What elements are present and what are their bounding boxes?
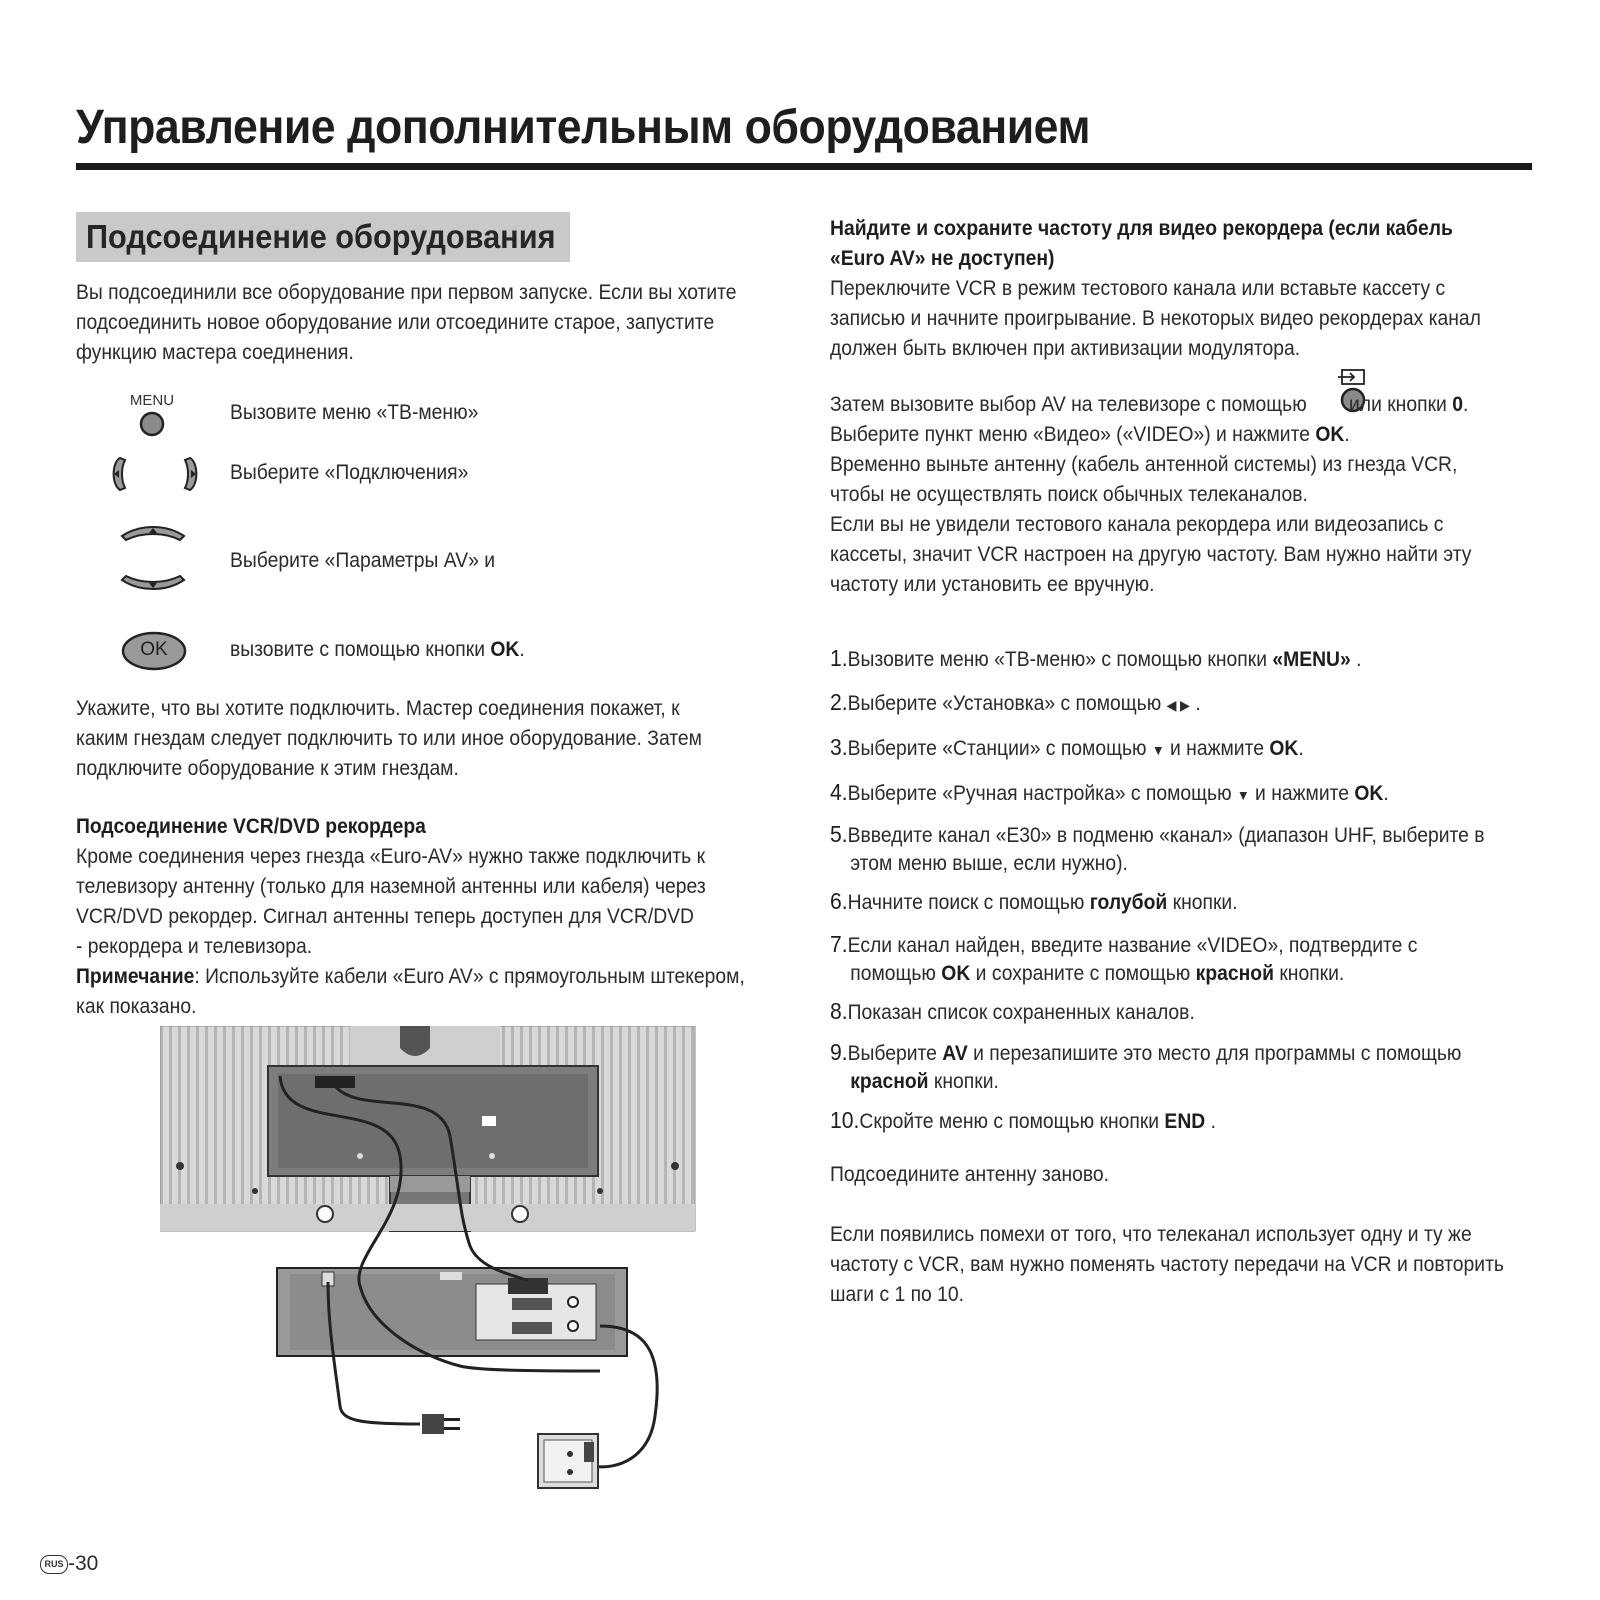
section-title: Подсоединение оборудования xyxy=(86,218,556,255)
paragraph-2: Укажите, что вы хотите подключить. Мастер соединения покажет, к каким гнездам следует подключить то или иное оборудование. Затем подключите оборудование к этим гнездам. xyxy=(76,697,702,780)
page-title: Управление дополнительным оборудованием xyxy=(76,101,1091,154)
intro-line: функцию мастера соединения. xyxy=(76,341,354,364)
left-right-buttons-icon xyxy=(108,456,208,497)
left-right-arrows-icon: ◀ ▶ xyxy=(1166,697,1190,713)
reconnect-note: Подсоедините антенну заново. xyxy=(830,1163,1110,1186)
list-item: 8.Показан список сохраненных каналов. xyxy=(830,998,1195,1024)
list-item: 3.Выберите «Станции» с помощью ▼ и нажмите OK. xyxy=(830,734,1304,760)
list-item: 7.Если канал найден, введите название «VIDEO», подтвердите с помощью OK и сохраните с помощью красной кнопки. xyxy=(830,931,1418,985)
menu-label: MENU xyxy=(129,392,175,409)
title-rule xyxy=(76,163,1532,170)
down-arrow-icon: ▼ xyxy=(1151,742,1165,758)
ok-label: OK xyxy=(140,639,168,660)
list-item: 10.Скройте меню с помощью кнопки END . xyxy=(830,1107,1216,1133)
menu-button-icon xyxy=(128,392,176,444)
intro-line: подсоединить новое оборудование или отсоедините старое, запустите xyxy=(76,311,715,334)
page-number: -30 xyxy=(68,1552,99,1575)
step-text: Выберите «Подключения» xyxy=(230,461,469,484)
list-item: 4.Выберите «Ручная настройка» с помощью ▼ и нажмите OK. xyxy=(830,779,1389,805)
list-item: 5.Ввведите канал «Е30» в подменю «канал» (диапазон UHF, выберите в этом меню выше, если нужно). xyxy=(830,821,1485,875)
vcr-heading: Подсоединение VCR/DVD рекордера xyxy=(76,815,426,838)
note-line: Примечание: Используйте кабели «Euro AV» с прямоугольным штекером, xyxy=(76,965,745,988)
intro-paragraph xyxy=(76,278,737,368)
vcr-section: Подсоединение VCR/DVD рекордера Кроме соединения через гнезда «Euro-AV» нужно также подключить к телевизору антенну (только для наземной антенны или кабеля) через VCR/DVD рекордер. Сигнал антенны теперь доступен для VCR/DVD - рекордера и телевизора. Примечание: Используйте кабели «Euro AV» с прямоугольным штекером, как показано. xyxy=(76,812,745,1022)
intro-line: Вы подсоединили все оборудование при первом запуске. Если вы хотите xyxy=(76,281,737,304)
list-item: 6.Начните поиск с помощью голубой кнопки. xyxy=(830,888,1238,914)
right-paragraph-1: Переключите VCR в режим тестового канала или вставьте кассету с записью и начните проигрывание. В некоторых видео рекордерах канал должен быть включен при активизации модулятора. xyxy=(830,277,1481,360)
step-text: Выберите «Параметры AV» и xyxy=(230,549,496,572)
connection-diagram xyxy=(160,1026,700,1511)
down-arrow-icon: ▼ xyxy=(1236,787,1250,803)
right-paragraph-2: Затем вызовите выбор AV на телевизоре с помощью или кнопки 0. Выберите пункт меню «Видео» («VIDEO») и нажмите OK. Временно выньте антенну (кабель антенной системы) из гнезда VCR, чтобы не осуществлять поиск обычных телеканалов. Если вы не увидели тестового канала рекордера или видеозапись с кассеты, значит VCR настроен на другую частоту. Вам нужно найти эту частоту или установить ее вручную. xyxy=(830,393,1472,596)
page-footer xyxy=(40,1552,98,1576)
list-item: 9.Выберите AV и перезапишите это место для программы с помощью красной кнопки. xyxy=(830,1039,1462,1093)
step-text: Вызовите меню «ТВ-меню» xyxy=(230,401,479,424)
list-item: 2.Выберите «Установка» с помощью ◀ ▶ . xyxy=(830,689,1201,715)
ok-button-icon xyxy=(120,630,188,677)
right-heading: Найдите и сохраните частоту для видео рекордера (если кабель «Euro AV» не доступен) xyxy=(830,217,1453,270)
final-paragraph: Если появились помехи от того, что телеканал использует одну и ту же частоту с VCR, вам нужно поменять частоту передачи на VCR и повторить шаги с 1 по 10. xyxy=(830,1223,1505,1306)
step-text: вызовите с помощью кнопки OK. xyxy=(230,638,525,661)
language-badge-icon: RUS xyxy=(40,1555,68,1574)
list-item: 1.Вызовите меню «ТВ-меню» с помощью кнопки «MENU» . xyxy=(830,645,1362,671)
up-down-buttons-icon xyxy=(120,524,186,599)
